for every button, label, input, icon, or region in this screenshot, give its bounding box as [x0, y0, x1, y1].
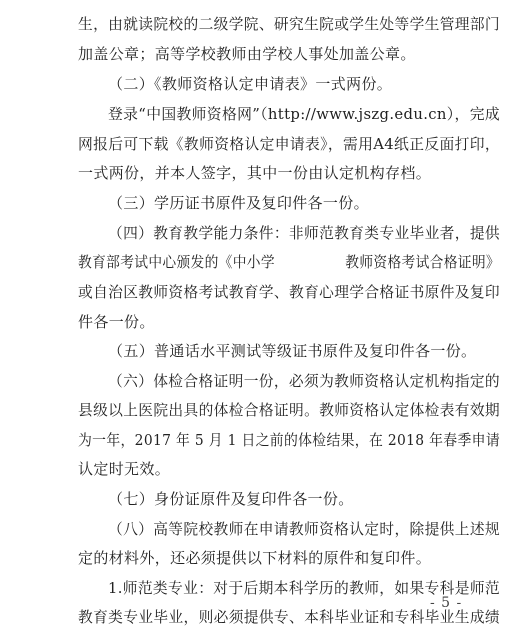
text-line: 登录“中国教师资格网”（http://www.jszg.edu.cn），完成 — [108, 105, 500, 123]
text-line: （六）体检合格证明一份，必须为教师资格认定机构指定的 — [108, 372, 500, 390]
text-line: 为一年，2017 年 5 月 1 日之前的体检结果，在 2018 年春季申请 — [78, 431, 500, 449]
text-line: 定的材料外，还必须提供以下材料的原件和复印件。 — [78, 549, 432, 567]
text-line: （三）学历证书原件及复印件各一份。 — [108, 194, 369, 212]
text-line: （四）教育教学能力条件：非师范教育类专业毕业者，提供 — [108, 224, 500, 242]
text-line: 加盖公章；高等学校教师由学校人事处加盖公章。 — [78, 45, 416, 63]
text-line: 教育类专业毕业，则必须提供专、本科毕业证和专科毕业生成绩 — [78, 608, 500, 626]
text-line: 认定时无效。 — [78, 460, 171, 478]
text-line: 生，由就读院校的二级学院、研究生院或学生处等学生管理部门 — [78, 15, 500, 33]
text-line: 件各一份。 — [78, 313, 155, 331]
text-line: （五）普通话水平测试等级证书原件及复印件各一份。 — [108, 342, 477, 360]
text-line: 一式两份，并本人签字，其中一份由认定机构存档。 — [78, 164, 432, 182]
text-line: （八）高等院校教师在申请教师资格认定时，除提供上述规 — [108, 520, 500, 538]
text-line: （七）身份证原件及复印件各一份。 — [108, 490, 354, 508]
text-line: 或自治区教师资格考试教育学、教育心理学合格证书原件及复印 — [78, 283, 500, 301]
text-line: 1.师范类专业：对于后期本科学历的教师，如果专科是师范 — [108, 579, 500, 597]
text-line: 教育部考试中心颁发的《中小学 教师资格考试合格证明》 — [78, 253, 500, 271]
text-line: （二）《教师资格认定申请表》一式两份。 — [108, 75, 393, 93]
page-number: - 5 - — [430, 595, 463, 611]
text-line: 网报后可下载《教师资格认定申请表》，需用A4纸正反面打印， — [78, 135, 500, 153]
text-line: 县级以上医院出具的体检合格证明。教师资格认定体检表有效期 — [78, 401, 500, 419]
